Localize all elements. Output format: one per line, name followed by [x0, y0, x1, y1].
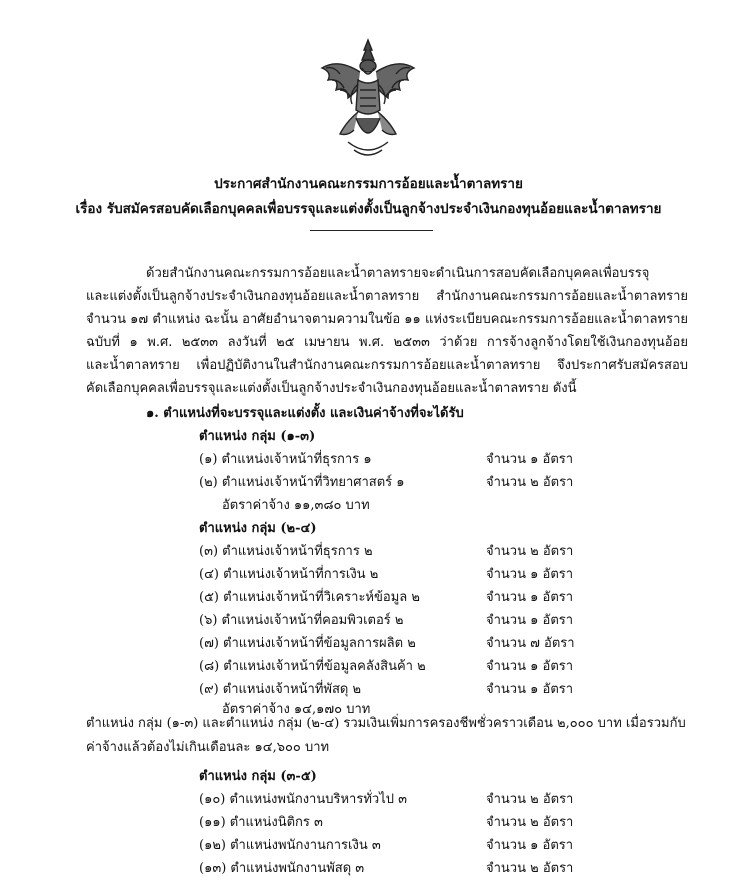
position-name: (๒) ตำแหน่งเจ้าหน้าที่วิทยาศาสตร์ ๑	[199, 475, 405, 490]
position-name: (๑) ตำแหน่งเจ้าหน้าที่ธุรการ ๑	[199, 452, 372, 467]
position-quota: จำนวน ๒ อัตรา	[486, 544, 574, 559]
position-name: (๑๑) ตำแหน่งนิติกร ๓	[199, 815, 323, 830]
position-quota: จำนวน ๗ อัตรา	[486, 636, 575, 651]
intro-line: และแต่งตั้งเป็นลูกจ้างประจำเงินกองทุนอ้อยและน้ำตาลทราย สำนักงานคณะกรรมการอ้อยและน้ำตาลทราย	[86, 289, 688, 304]
position-quota: จำนวน ๑ อัตรา	[486, 838, 574, 853]
position-quota: จำนวน ๑ อัตรา	[486, 452, 574, 467]
position-quota: จำนวน ๑ อัตรา	[486, 590, 574, 605]
position-quota: จำนวน ๒ อัตรา	[486, 815, 574, 830]
announcement-title: ประกาศสำนักงานคณะกรรมการอ้อยและน้ำตาลทราย	[214, 176, 523, 192]
position-name: (๘) ตำแหน่งเจ้าหน้าที่ข้อมูลคลังสินค้า ๒	[199, 659, 426, 674]
intro-line: ด้วยสำนักงานคณะกรรมการอ้อยและน้ำตาลทรายจะดำเนินการสอบคัดเลือกบุคคลเพื่อบรรจุ	[146, 266, 650, 281]
intro-line: จำนวน ๑๗ ตำแหน่ง ฉะนั้น อาศัยอำนาจตามความในข้อ ๑๑ แห่งระเบียบคณะกรรมการอ้อยและน้ำตาลทราย	[86, 312, 688, 327]
position-name: (๗) ตำแหน่งเจ้าหน้าที่ข้อมูลการผลิต ๒	[199, 636, 416, 651]
note-line: ค่าจ้างแล้วต้องไม่เกินเดือนละ ๑๔,๖๐๐ บาท	[86, 740, 330, 755]
position-name: (๑๓) ตำแหน่งพนักงานพัสดุ ๓	[199, 861, 365, 876]
intro-line: คัดเลือกบุคคลเพื่อบรรจุและแต่งตั้งเป็นลูกจ้างประจำเงินกองทุนอ้อยและน้ำตาลทราย ดังนี้	[86, 381, 577, 396]
group-label: ตำแหน่ง กลุ่ม (๓-๕)	[199, 769, 317, 784]
announcement-subject: เรื่อง รับสมัครสอบคัดเลือกบุคคลเพื่อบรรจุและแต่งตั้งเป็นลูกจ้างประจำเงินกองทุนอ้อยและน้ำตาลทราย	[75, 201, 662, 217]
cost-of-living-note	[86, 712, 696, 760]
wage-rate: อัตราค่าจ้าง ๑๔,๑๗๐ บาท	[222, 702, 371, 717]
position-quota: จำนวน ๑ อัตรา	[486, 613, 574, 628]
group-label: ตำแหน่ง กลุ่ม (๑-๓)	[199, 429, 316, 444]
section-heading: ๑. ตำแหน่งที่จะบรรจุและแต่งตั้ง และเงินค่าจ้างที่จะได้รับ	[146, 406, 464, 421]
note-line: ตำแหน่ง กลุ่ม (๑-๓) และตำแหน่ง กลุ่ม (๒-๔) รวมเงินเพิ่มการครองชีพชั่วคราวเดือน ๒,๐๐๐ บาท เมื่อรวมกับ	[86, 716, 686, 731]
position-quota: จำนวน ๒ อัตรา	[486, 861, 574, 876]
title-divider	[310, 230, 433, 231]
position-name: (๓) ตำแหน่งเจ้าหน้าที่ธุรการ ๒	[199, 544, 373, 559]
garuda-emblem-icon	[318, 38, 418, 160]
intro-line: ฉบับที่ ๑ พ.ศ. ๒๕๓๓ ลงวันที่ ๒๕ เมษายน พ.ศ. ๒๕๓๓ ว่าด้วย การจ้างลูกจ้างโดยใช้เงินกองทุนอ้อย	[86, 335, 688, 350]
intro-paragraph	[86, 262, 688, 400]
position-name: (๕) ตำแหน่งเจ้าหน้าที่วิเคราะห์ข้อมูล ๒	[199, 590, 420, 605]
group-label: ตำแหน่ง กลุ่ม (๒-๔)	[199, 521, 317, 536]
position-quota: จำนวน ๒ อัตรา	[486, 792, 574, 807]
position-name: (๖) ตำแหน่งเจ้าหน้าที่คอมพิวเตอร์ ๒	[199, 613, 404, 628]
position-quota: จำนวน ๒ อัตรา	[486, 475, 574, 490]
position-name: (๔) ตำแหน่งเจ้าหน้าที่การเงิน ๒	[199, 567, 379, 582]
position-name: (๙) ตำแหน่งเจ้าหน้าที่พัสดุ ๒	[199, 682, 362, 697]
position-name: (๑๐) ตำแหน่งพนักงานบริหารทั่วไป ๓	[199, 792, 408, 807]
intro-line: และน้ำตาลทราย เพื่อปฏิบัติงานในสำนักงานคณะกรรมการอ้อยและน้ำตาลทราย จึงประกาศรับสมัครสอบ	[86, 358, 688, 373]
wage-rate: อัตราค่าจ้าง ๑๑,๓๘๐ บาท	[222, 498, 370, 513]
position-quota: จำนวน ๑ อัตรา	[486, 682, 574, 697]
position-quota: จำนวน ๑ อัตรา	[486, 567, 574, 582]
position-name: (๑๒) ตำแหน่งพนักงานการเงิน ๓	[199, 838, 381, 853]
position-quota: จำนวน ๑ อัตรา	[486, 659, 574, 674]
